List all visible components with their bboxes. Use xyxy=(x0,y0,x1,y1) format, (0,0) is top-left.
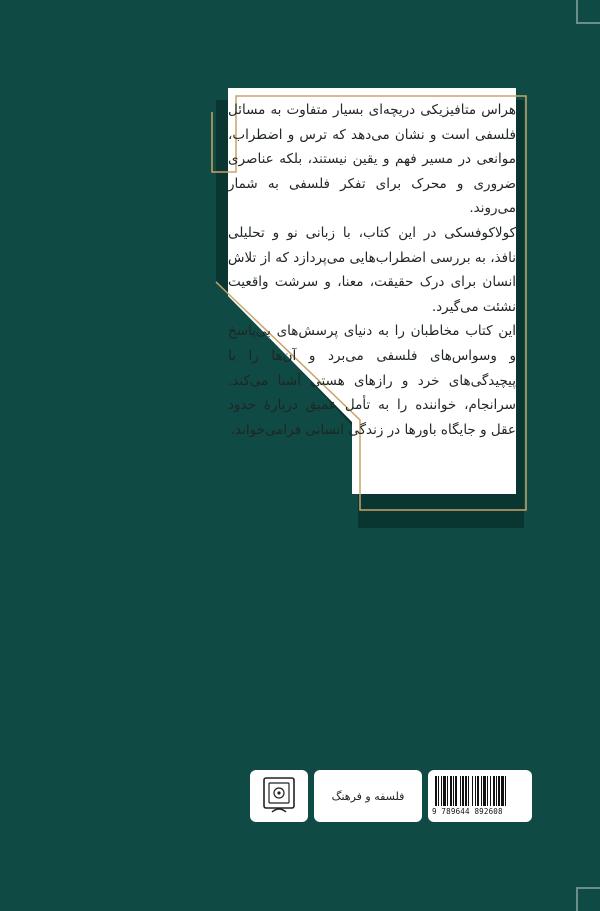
barcode-bar xyxy=(496,776,497,806)
barcode-bar xyxy=(501,776,504,806)
isbn-barcode xyxy=(435,776,525,806)
barcode-bar xyxy=(450,776,452,806)
barcode-bar xyxy=(487,776,488,806)
barcode-bar xyxy=(453,776,454,806)
barcode-bar xyxy=(465,776,467,806)
barcode-bar xyxy=(455,776,457,806)
series-label: فلسفه و فرهنگ xyxy=(331,789,405,803)
barcode-bar xyxy=(443,776,446,806)
barcode-bar xyxy=(477,776,479,806)
blurb-text xyxy=(228,98,516,442)
publisher-logo-icon xyxy=(260,776,298,816)
barcode-bar xyxy=(447,776,448,806)
barcode-bar xyxy=(481,776,482,806)
blurb-paragraph: کولاکوفسکی در این کتاب، با زبانی نو و تحلیلی نافذ، به بررسی اضطراب‌هایی می‌پردازد که از تلاش انسان برای درک حقیقت، معنا، و سرشت واقعیت نشئت می‌گیرد. xyxy=(228,224,516,315)
barcode-bar xyxy=(475,776,476,806)
barcode-bar xyxy=(441,776,442,806)
barcode-bar xyxy=(460,776,461,806)
barcode-bar xyxy=(472,776,473,806)
barcode-bar xyxy=(490,776,491,806)
publisher-logo-box xyxy=(250,770,308,822)
barcode-bar xyxy=(483,776,486,806)
barcode-bar xyxy=(468,776,469,806)
barcode-bar xyxy=(462,776,464,806)
barcode-bar xyxy=(438,776,439,806)
series-box xyxy=(314,770,422,822)
barcode-bar xyxy=(435,776,437,806)
barcode-box xyxy=(428,770,532,822)
barcode-bar xyxy=(505,776,506,806)
barcode-bar xyxy=(493,776,495,806)
blurb-paragraph: این کتاب مخاطبان را به دنیای پرسش‌های بی‌پاسخ و وسواس‌های فلسفی می‌برد و آن‌ها را با پیچیدگی‌های خرد و رازهای هستی آشنا می‌کند. سرانجام، خواننده را به تأمل عمیق دربارهٔ حدود عقل و جایگاه باورها در زندگی انسانی فرامی‌خواند. xyxy=(228,323,516,438)
barcode-bar xyxy=(498,776,500,806)
blurb-paragraph: هراس متافیزیکی دریچه‌ای بسیار متفاوت به مسائل فلسفی است و نشان می‌دهد که ترس و اضطراب، موانعی در مسیر فهم و یقین نیستند، بلکه عناصری ضروری و محرک برای تفکر فلسفی به شمار می‌روند. xyxy=(228,102,516,217)
isbn-digits: 9 789644 892608 xyxy=(432,807,503,816)
